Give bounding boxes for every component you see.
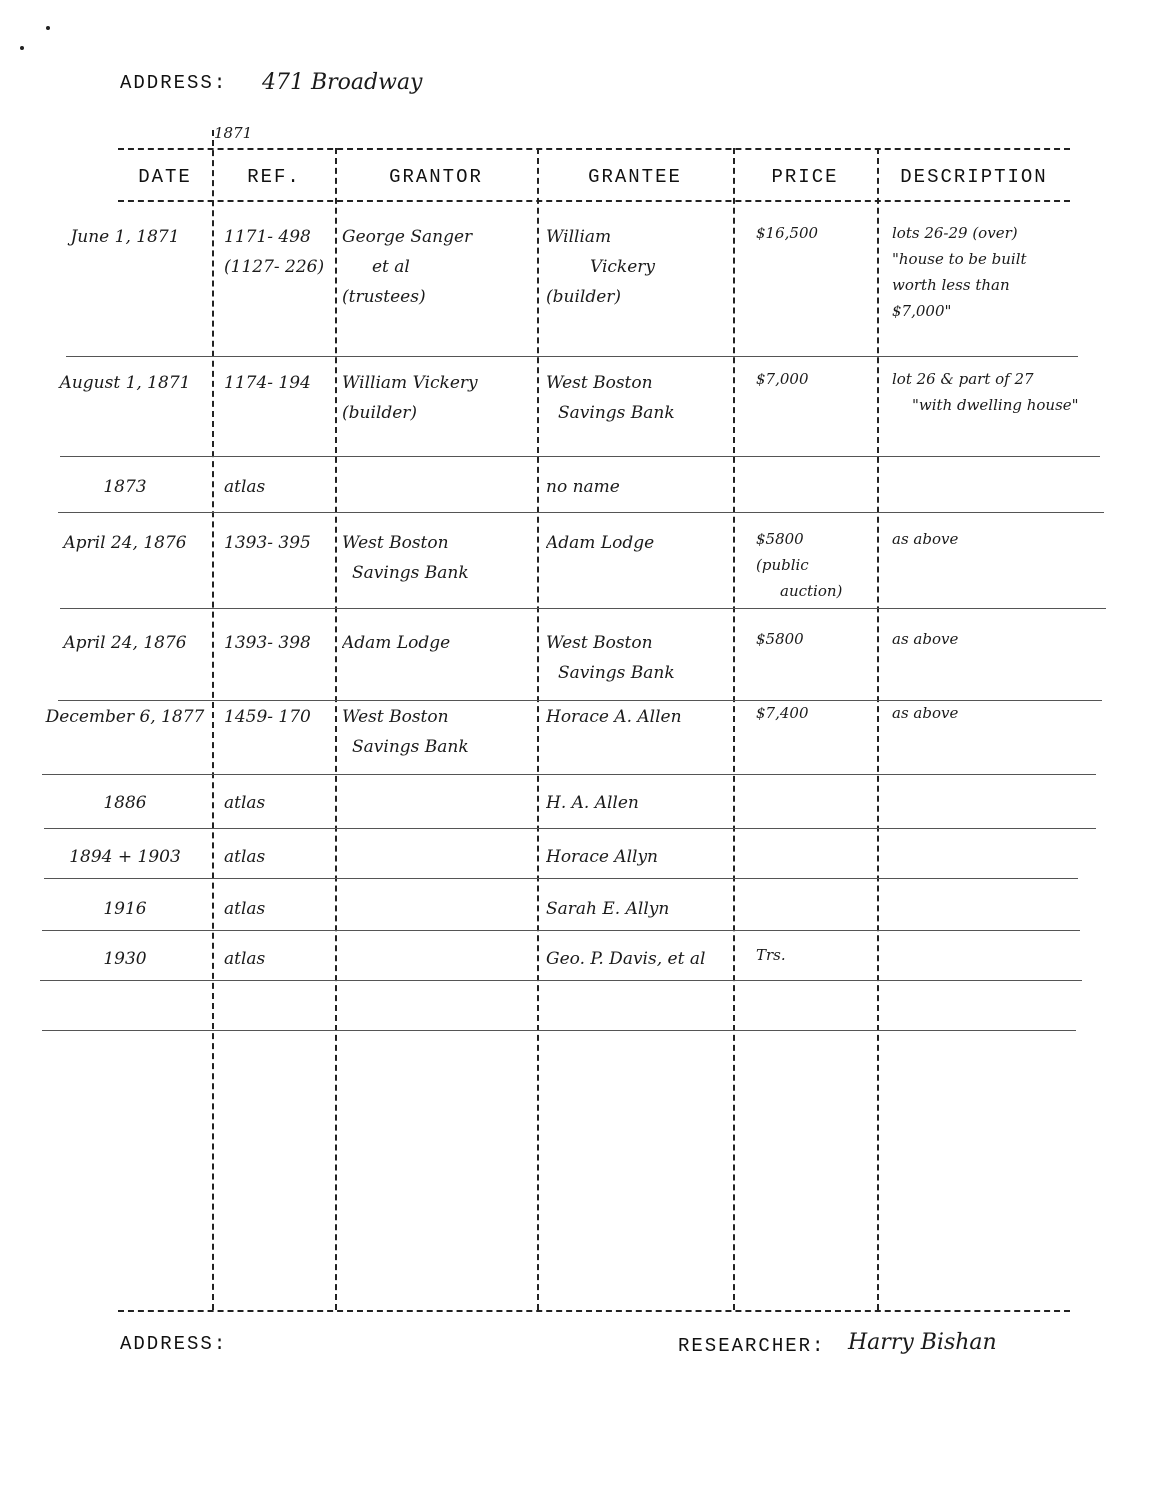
cell-grantee: Sarah E. Allyn [546, 899, 670, 919]
row-separator [40, 980, 1082, 981]
row-separator [44, 828, 1096, 829]
cell-ref: 1174- 194 [224, 373, 311, 393]
cell-grantor: et al [372, 257, 410, 277]
cell-grantee: Geo. P. Davis, et al [546, 949, 706, 969]
cell-grantor: William Vickery [342, 373, 478, 393]
header-grantee: GRANTEE [588, 166, 682, 188]
cell-grantor: Savings Bank [352, 563, 469, 583]
row-separator [66, 356, 1078, 357]
cell-date: 1930 [103, 949, 147, 969]
cell-ref: 1171- 498 [224, 227, 311, 247]
cell-price: $5800 [756, 630, 804, 648]
address-label: ADDRESS: [120, 72, 228, 94]
cell-description: "house to be built [892, 250, 1027, 268]
header-top-rule [118, 148, 1070, 150]
row-separator [42, 774, 1096, 775]
cell-grantee: Vickery [590, 257, 656, 277]
cell-grantor: (builder) [342, 403, 418, 423]
cell-price: $16,500 [756, 224, 819, 242]
researcher-label: RESEARCHER: [678, 1335, 826, 1357]
cell-grantee: West Boston [546, 373, 653, 393]
cell-description: as above [892, 630, 959, 648]
row-separator [42, 930, 1080, 931]
cell-price: (public [756, 556, 809, 574]
cell-grantee: Adam Lodge [546, 533, 655, 553]
scan-speck [46, 26, 50, 30]
header-ref: REF. [247, 166, 301, 188]
cell-date: April 24, 1876 [63, 533, 187, 553]
cell-ref: atlas [224, 793, 266, 813]
cell-date: April 24, 1876 [63, 633, 187, 653]
row-separator [58, 512, 1104, 513]
cell-price: $5800 [756, 530, 804, 548]
cell-ref: atlas [224, 847, 266, 867]
header-date: DATE [138, 166, 192, 188]
year-note: 1871 [214, 124, 253, 142]
cell-price: $7,000 [756, 370, 809, 388]
row-separator [58, 700, 1102, 701]
cell-date: 1916 [103, 899, 147, 919]
cell-grantee: Horace Allyn [546, 847, 659, 867]
footer-address-label: ADDRESS: [120, 1333, 228, 1355]
cell-ref: atlas [224, 477, 266, 497]
cell-description: as above [892, 530, 959, 548]
address-value: 471 Broadway [262, 70, 423, 95]
cell-grantee: (builder) [546, 287, 622, 307]
row-separator [60, 456, 1100, 457]
cell-date: 1886 [103, 793, 147, 813]
column-rule [212, 130, 214, 1310]
researcher-signature: Harry Bishan [848, 1330, 997, 1355]
cell-ref: atlas [224, 899, 266, 919]
cell-grantor: Adam Lodge [342, 633, 451, 653]
cell-ref: 1393- 395 [224, 533, 311, 553]
cell-ref: (1127- 226) [224, 257, 325, 277]
cell-grantee: no name [546, 477, 620, 497]
row-separator [60, 608, 1106, 609]
cell-date: June 1, 1871 [70, 227, 180, 247]
cell-ref: 1393- 398 [224, 633, 311, 653]
cell-grantor: (trustees) [342, 287, 426, 307]
header-bottom-rule [118, 200, 1070, 202]
cell-grantor: West Boston [342, 533, 449, 553]
cell-date: 1873 [103, 477, 147, 497]
cell-date: December 6, 1877 [45, 707, 205, 727]
cell-description: "with dwelling house" [912, 396, 1079, 414]
row-separator [42, 1030, 1076, 1031]
cell-grantor: West Boston [342, 707, 449, 727]
cell-date: 1894 + 1903 [69, 847, 181, 867]
cell-grantee: Savings Bank [558, 403, 675, 423]
cell-description: lot 26 & part of 27 [892, 370, 1034, 388]
cell-price: Trs. [756, 946, 786, 964]
cell-grantee: West Boston [546, 633, 653, 653]
scan-speck [20, 46, 24, 50]
cell-description: lots 26-29 (over) [892, 224, 1018, 242]
cell-grantee: Savings Bank [558, 663, 675, 683]
row-separator [44, 878, 1078, 879]
cell-description: worth less than [892, 276, 1010, 294]
cell-grantor: Savings Bank [352, 737, 469, 757]
cell-grantee: H. A. Allen [546, 793, 639, 813]
cell-ref: 1459- 170 [224, 707, 311, 727]
cell-ref: atlas [224, 949, 266, 969]
column-rule [537, 148, 539, 1310]
header-description: DESCRIPTION [900, 166, 1048, 188]
cell-grantee: William [546, 227, 612, 247]
cell-description: $7,000" [892, 302, 952, 320]
header-price: PRICE [771, 166, 839, 188]
cell-price: auction) [780, 582, 843, 600]
column-rule [335, 148, 337, 1310]
column-rule [733, 148, 735, 1310]
cell-grantor: George Sanger [342, 227, 473, 247]
cell-price: $7,400 [756, 704, 809, 722]
cell-description: as above [892, 704, 959, 722]
header-grantor: GRANTOR [389, 166, 483, 188]
cell-grantee: Horace A. Allen [546, 707, 682, 727]
footer-rule [118, 1310, 1070, 1312]
cell-date: August 1, 1871 [59, 373, 191, 393]
column-rule [877, 148, 879, 1310]
